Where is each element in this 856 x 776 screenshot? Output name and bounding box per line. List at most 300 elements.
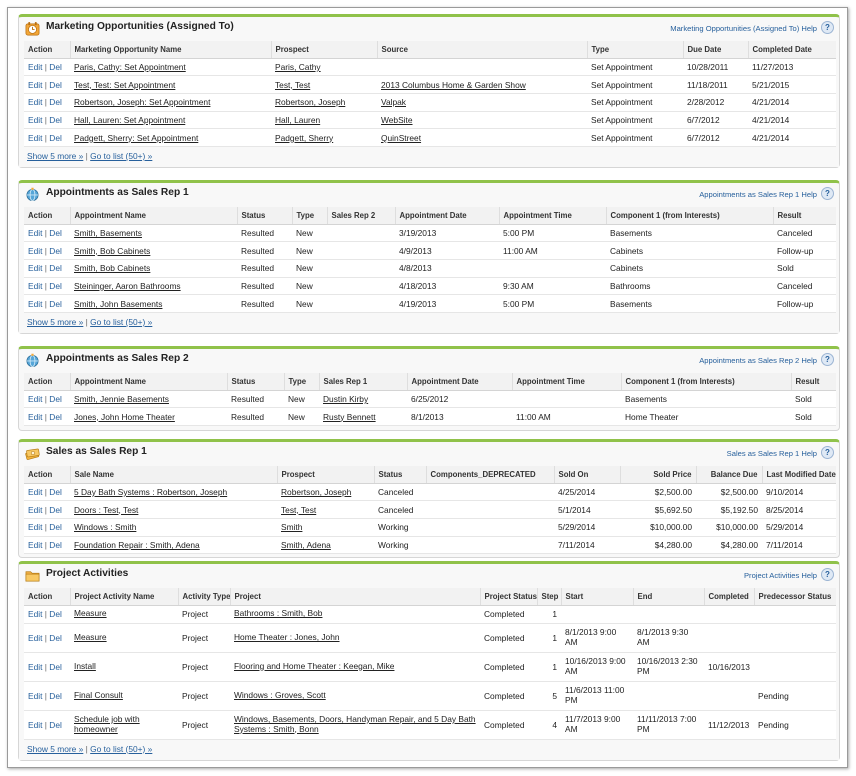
row-actions: Edit | Del xyxy=(24,501,70,519)
status-cell: Working xyxy=(374,518,426,536)
column-header[interactable]: Balance Due xyxy=(696,466,762,483)
edit-link[interactable]: Edit xyxy=(28,632,43,643)
table-row xyxy=(24,76,836,94)
sales-rep-link[interactable]: Dustin Kirby xyxy=(323,393,369,404)
table-row xyxy=(24,483,836,501)
prospect-link[interactable]: Test, Test xyxy=(281,504,317,515)
del-link[interactable]: Del xyxy=(49,486,62,497)
balance-due-cell: $5,192.50 xyxy=(696,501,762,519)
del-link[interactable]: Del xyxy=(49,227,62,238)
activity-link[interactable]: Schedule job with homeowner xyxy=(74,713,140,734)
column-header: Action xyxy=(24,41,70,58)
clock-calendar-icon xyxy=(25,21,40,36)
appointment-link[interactable]: Jones, John Home Theater xyxy=(74,411,175,422)
marketing-opportunities-panel xyxy=(18,14,840,168)
go-to-list-link[interactable]: Go to list (50+) » xyxy=(90,150,153,161)
table-row xyxy=(24,501,836,519)
column-header[interactable]: Appointment Time xyxy=(512,373,621,390)
time-cell: 9:30 AM xyxy=(499,277,606,295)
activity-link[interactable]: Measure xyxy=(74,608,107,619)
row-actions: Edit | Del xyxy=(24,129,70,147)
project-link[interactable]: Bathrooms : Smith, Bob xyxy=(234,608,323,619)
column-header: Action xyxy=(24,373,70,390)
activity-type-cell: Project xyxy=(178,623,230,652)
column-header[interactable]: Source xyxy=(377,41,587,58)
column-header[interactable]: Sold Price xyxy=(620,466,696,483)
activity-type-cell: Project xyxy=(178,652,230,681)
table-row xyxy=(24,242,836,260)
source-link[interactable]: Valpak xyxy=(381,97,406,108)
table-row xyxy=(24,295,836,313)
end-cell xyxy=(633,605,704,623)
help-icon[interactable]: ? xyxy=(821,568,834,581)
panel-header xyxy=(19,349,839,373)
row-actions: Edit | Del xyxy=(24,111,70,129)
row-actions: Edit | Del xyxy=(24,58,70,76)
globe-icon xyxy=(25,353,40,368)
time-cell: 11:00 AM xyxy=(499,242,606,260)
type-cell: Set Appointment xyxy=(587,76,683,94)
help-icon[interactable]: ? xyxy=(821,446,834,459)
table-row xyxy=(24,710,836,739)
help-link[interactable]: Appointments as Sales Rep 2 Help xyxy=(699,356,817,365)
type-cell: New xyxy=(292,259,327,277)
step-cell: 1 xyxy=(537,652,561,681)
activity-type-cell: Project xyxy=(178,605,230,623)
column-header[interactable]: Status xyxy=(374,466,426,483)
column-header[interactable]: Type xyxy=(587,41,683,58)
panel-footer: Show 5 more » | Go to list (50+) » xyxy=(19,313,839,333)
component-cell: Basements xyxy=(621,390,791,408)
sales-rep-link[interactable]: Rusty Bennett xyxy=(323,411,376,422)
last-modified-cell: 9/10/2014 xyxy=(762,483,836,501)
type-cell: Set Appointment xyxy=(587,111,683,129)
sold-price-cell: $5,692.50 xyxy=(620,501,696,519)
edit-link[interactable]: Edit xyxy=(28,132,43,143)
type-cell: New xyxy=(284,408,319,426)
status-cell: Resulted xyxy=(237,295,292,313)
due-date-cell: 10/28/2011 xyxy=(683,58,748,76)
column-header[interactable]: Appointment Date xyxy=(395,207,499,224)
marketing-table xyxy=(24,41,836,147)
prospect-link[interactable]: Paris, Cathy xyxy=(275,61,321,72)
component-cell: Bathrooms xyxy=(606,277,773,295)
time-cell xyxy=(512,390,621,408)
component-cell: Home Theater xyxy=(621,408,791,426)
column-header[interactable]: Appointment Date xyxy=(407,373,512,390)
edit-link[interactable]: Edit xyxy=(28,609,43,619)
column-header: Action xyxy=(24,207,70,224)
edit-link[interactable]: Edit xyxy=(28,245,43,256)
del-link[interactable]: Del xyxy=(49,245,62,256)
end-cell xyxy=(633,681,704,710)
row-actions: Edit | Del xyxy=(24,277,70,295)
last-modified-cell: 8/25/2014 xyxy=(762,501,836,519)
component-cell: Cabinets xyxy=(606,242,773,260)
edit-link[interactable]: Edit xyxy=(28,114,43,125)
sale-link[interactable]: Windows : Smith xyxy=(74,522,137,533)
panel-title: Project Activities xyxy=(46,568,129,579)
column-header[interactable]: Last Modified Date xyxy=(762,466,836,483)
del-link[interactable]: Del xyxy=(49,61,62,72)
edit-link[interactable]: Edit xyxy=(28,393,43,404)
sold-price-cell: $2,500.00 xyxy=(620,483,696,501)
panel-header xyxy=(19,564,839,588)
activity-link[interactable]: Final Consult xyxy=(74,689,123,700)
del-link[interactable]: Del xyxy=(49,411,62,422)
column-header[interactable]: Result xyxy=(773,207,836,224)
column-header[interactable]: Start xyxy=(561,588,633,605)
sold-on-cell: 5/29/2014 xyxy=(554,518,620,536)
edit-link[interactable]: Edit xyxy=(28,97,43,108)
project-status-cell: Completed xyxy=(480,623,537,652)
column-header[interactable]: Sale Name xyxy=(70,466,277,483)
prospect-link[interactable]: Robertson, Joseph xyxy=(275,97,346,108)
sale-link[interactable]: 5 Day Bath Systems : Robertson, Joseph xyxy=(74,486,228,497)
activity-link[interactable]: Measure xyxy=(74,631,107,642)
column-header[interactable]: Marketing Opportunity Name xyxy=(70,41,271,58)
prospect-link[interactable]: Smith, Adena xyxy=(281,539,331,550)
prospect-link[interactable]: Robertson, Joseph xyxy=(281,486,352,497)
help-icon[interactable]: ? xyxy=(821,353,834,366)
predecessor-status-cell: Pending xyxy=(754,710,836,739)
del-link[interactable]: Del xyxy=(49,114,62,125)
del-link[interactable]: Del xyxy=(49,97,62,108)
step-cell: 1 xyxy=(537,605,561,623)
panel-footer: Show 5 more » | Go to list (50+) » xyxy=(19,147,839,167)
del-link[interactable]: Del xyxy=(49,690,62,701)
column-header[interactable]: Status xyxy=(227,373,284,390)
edit-link[interactable]: Edit xyxy=(28,690,43,701)
del-link[interactable]: Del xyxy=(49,609,62,619)
edit-link[interactable]: Edit xyxy=(28,61,43,72)
sales-rep-cell xyxy=(327,242,395,260)
del-link[interactable]: Del xyxy=(49,504,62,515)
source-link[interactable]: 2013 Columbus Home & Garden Show xyxy=(381,79,526,90)
status-cell: Canceled xyxy=(374,483,426,501)
opportunity-link[interactable]: Robertson, Joseph: Set Appointment xyxy=(74,97,211,108)
project-activities-table xyxy=(24,588,836,740)
panel-title: Appointments as Sales Rep 2 xyxy=(46,353,189,364)
opportunity-link[interactable]: Paris, Cathy: Set Appointment xyxy=(74,61,186,72)
date-cell: 4/18/2013 xyxy=(395,277,499,295)
column-header: Action xyxy=(24,466,70,483)
help-icon[interactable]: ? xyxy=(821,187,834,200)
completed-cell xyxy=(704,605,754,623)
project-activities-panel xyxy=(18,561,840,761)
edit-link[interactable]: Edit xyxy=(28,263,43,274)
column-header[interactable]: Status xyxy=(237,207,292,224)
appointment-link[interactable]: Smith, Basements xyxy=(74,227,142,238)
edit-link[interactable]: Edit xyxy=(28,539,43,550)
edit-link[interactable]: Edit xyxy=(28,719,43,730)
predecessor-status-cell xyxy=(754,605,836,623)
type-cell: Set Appointment xyxy=(587,129,683,147)
type-cell: New xyxy=(292,295,327,313)
column-header[interactable]: Components_DEPRECATED xyxy=(426,466,554,483)
result-cell: Sold xyxy=(791,408,836,426)
time-cell: 5:00 PM xyxy=(499,295,606,313)
appointment-link[interactable]: Smith, Bob Cabinets xyxy=(74,245,151,256)
table-row xyxy=(24,93,836,111)
row-actions: Edit | Del xyxy=(24,623,70,652)
balance-due-cell: $4,280.00 xyxy=(696,536,762,554)
status-cell: Resulted xyxy=(237,224,292,242)
column-header[interactable]: Prospect xyxy=(277,466,374,483)
opportunity-link[interactable]: Hall, Lauren: Set Appointment xyxy=(74,114,186,125)
appointment-link[interactable]: Steininger, Aaron Bathrooms xyxy=(74,280,181,291)
edit-link[interactable]: Edit xyxy=(28,661,43,672)
column-header[interactable]: Sold On xyxy=(554,466,620,483)
help-link[interactable]: Project Activities Help xyxy=(743,571,817,580)
time-cell xyxy=(499,259,606,277)
folder-icon xyxy=(25,568,40,583)
component-cell: Basements xyxy=(606,295,773,313)
del-link[interactable]: Del xyxy=(49,719,62,730)
sales-rep-cell xyxy=(327,259,395,277)
help-link[interactable]: Marketing Opportunities (Assigned To) Help xyxy=(670,24,817,33)
components-cell xyxy=(426,483,554,501)
column-header[interactable]: Appointment Name xyxy=(70,373,227,390)
status-cell: Resulted xyxy=(237,242,292,260)
show-more-link[interactable]: Show 5 more » xyxy=(27,316,84,327)
type-cell: New xyxy=(292,224,327,242)
sale-link[interactable]: Doors : Test, Test xyxy=(74,504,139,515)
start-cell: 11/7/2013 9:00 AM xyxy=(561,710,633,739)
table-row xyxy=(24,408,836,426)
column-header[interactable]: Activity Type xyxy=(178,588,230,605)
activity-link[interactable]: Install xyxy=(74,660,96,671)
project-status-cell: Completed xyxy=(480,605,537,623)
table-row xyxy=(24,111,836,129)
column-header[interactable]: End xyxy=(633,588,704,605)
row-actions: Edit | Del xyxy=(24,536,70,554)
column-header[interactable]: Prospect xyxy=(271,41,377,58)
start-cell: 11/6/2013 11:00 PM xyxy=(561,681,633,710)
step-cell: 5 xyxy=(537,681,561,710)
component-cell: Basements xyxy=(606,224,773,242)
appointments-rep2-table xyxy=(24,373,836,426)
show-more-link[interactable]: Show 5 more » xyxy=(27,743,84,754)
help-link[interactable]: Sales as Sales Rep 1 Help xyxy=(726,449,817,458)
table-row xyxy=(24,623,836,652)
opportunity-link[interactable]: Padgett, Sherry: Set Appointment xyxy=(74,132,199,143)
project-status-cell: Completed xyxy=(480,710,537,739)
project-link[interactable]: Windows, Basements, Doors, Handyman Repair, and 5 Day Bath Systems : Smith, Bonn xyxy=(234,713,476,734)
help-link[interactable]: Appointments as Sales Rep 1 Help xyxy=(699,190,817,199)
cash-icon xyxy=(25,446,40,461)
predecessor-status-cell xyxy=(754,652,836,681)
row-actions: Edit | Del xyxy=(24,483,70,501)
panel-footer: Show 5 more » | Go to list (50+) » xyxy=(19,740,839,760)
del-link[interactable]: Del xyxy=(49,539,62,550)
del-link[interactable]: Del xyxy=(49,79,62,90)
type-cell: Set Appointment xyxy=(587,93,683,111)
del-link[interactable]: Del xyxy=(49,132,62,143)
sold-on-cell: 4/25/2014 xyxy=(554,483,620,501)
column-header[interactable]: Project Activity Name xyxy=(70,588,178,605)
project-status-cell: Completed xyxy=(480,652,537,681)
panel-header xyxy=(19,17,839,41)
prospect-link[interactable]: Padgett, Sherry xyxy=(275,132,334,143)
completed-cell: 11/12/2013 xyxy=(704,710,754,739)
source-link[interactable]: QuinStreet xyxy=(381,132,422,143)
status-cell: Resulted xyxy=(237,259,292,277)
project-link[interactable]: Flooring and Home Theater : Keegan, Mike xyxy=(234,660,395,671)
show-more-link[interactable]: Show 5 more » xyxy=(27,150,84,161)
activity-type-cell: Project xyxy=(178,710,230,739)
panel-title: Sales as Sales Rep 1 xyxy=(46,446,147,457)
start-cell: 8/1/2013 9:00 AM xyxy=(561,623,633,652)
column-header[interactable]: Completed xyxy=(704,588,754,605)
sales-rep-cell xyxy=(327,224,395,242)
row-actions: Edit | Del xyxy=(24,652,70,681)
row-actions: Edit | Del xyxy=(24,390,70,408)
del-link[interactable]: Del xyxy=(49,263,62,274)
column-header[interactable]: Component 1 (from Interests) xyxy=(606,207,773,224)
result-cell: Follow-up xyxy=(773,242,836,260)
appointment-link[interactable]: Smith, Jennie Basements xyxy=(74,393,169,404)
end-cell: 8/1/2013 9:30 AM xyxy=(633,623,704,652)
appointments-rep1-panel xyxy=(18,180,840,334)
row-actions: Edit | Del xyxy=(24,295,70,313)
edit-link[interactable]: Edit xyxy=(28,280,43,291)
column-header[interactable]: Component 1 (from Interests) xyxy=(621,373,791,390)
project-link[interactable]: Windows : Groves, Scott xyxy=(234,689,326,700)
due-date-cell: 6/7/2012 xyxy=(683,111,748,129)
type-cell: New xyxy=(284,390,319,408)
edit-link[interactable]: Edit xyxy=(28,486,43,497)
edit-link[interactable]: Edit xyxy=(28,504,43,515)
column-header[interactable]: Result xyxy=(791,373,836,390)
type-cell: New xyxy=(292,277,327,295)
edit-link[interactable]: Edit xyxy=(28,522,43,533)
row-actions: Edit | Del xyxy=(24,76,70,94)
completed-date-cell: 4/21/2014 xyxy=(748,129,836,147)
due-date-cell: 11/18/2011 xyxy=(683,76,748,94)
del-link[interactable]: Del xyxy=(49,661,62,672)
column-header[interactable]: Project xyxy=(230,588,480,605)
table-row xyxy=(24,681,836,710)
globe-icon xyxy=(25,187,40,202)
column-header[interactable]: Appointment Time xyxy=(499,207,606,224)
column-header[interactable]: Predecessor Status xyxy=(754,588,836,605)
completed-date-cell: 4/21/2014 xyxy=(748,111,836,129)
del-link[interactable]: Del xyxy=(49,632,62,643)
components-cell xyxy=(426,536,554,554)
step-cell: 1 xyxy=(537,623,561,652)
opportunity-link[interactable]: Test, Test: Set Appointment xyxy=(74,79,176,90)
help-icon[interactable]: ? xyxy=(821,21,834,34)
panel-header xyxy=(19,442,839,466)
time-cell: 11:00 AM xyxy=(512,408,621,426)
project-link[interactable]: Home Theater : Jones, John xyxy=(234,631,340,642)
del-link[interactable]: Del xyxy=(49,298,62,309)
sold-price-cell: $10,000.00 xyxy=(620,518,696,536)
table-row xyxy=(24,605,836,623)
due-date-cell: 6/7/2012 xyxy=(683,129,748,147)
date-cell: 3/19/2013 xyxy=(395,224,499,242)
status-cell: Canceled xyxy=(374,501,426,519)
table-row xyxy=(24,390,836,408)
del-link[interactable]: Del xyxy=(49,393,62,404)
sold-on-cell: 7/11/2014 xyxy=(554,536,620,554)
sold-on-cell: 5/1/2014 xyxy=(554,501,620,519)
status-cell: Resulted xyxy=(237,277,292,295)
column-header[interactable]: Due Date xyxy=(683,41,748,58)
column-header[interactable]: Appointment Name xyxy=(70,207,237,224)
predecessor-status-cell xyxy=(754,623,836,652)
row-actions: Edit | Del xyxy=(24,518,70,536)
type-cell: New xyxy=(292,242,327,260)
edit-link[interactable]: Edit xyxy=(28,411,43,422)
table-row xyxy=(24,536,836,554)
row-actions: Edit | Del xyxy=(24,224,70,242)
row-actions: Edit | Del xyxy=(24,93,70,111)
row-actions: Edit | Del xyxy=(24,408,70,426)
edit-link[interactable]: Edit xyxy=(28,79,43,90)
table-row xyxy=(24,58,836,76)
result-cell: Canceled xyxy=(773,224,836,242)
go-to-list-link[interactable]: Go to list (50+) » xyxy=(90,316,153,327)
completed-date-cell: 4/21/2014 xyxy=(748,93,836,111)
column-header[interactable]: Step xyxy=(537,588,561,605)
activity-type-cell: Project xyxy=(178,681,230,710)
balance-due-cell: $10,000.00 xyxy=(696,518,762,536)
del-link[interactable]: Del xyxy=(49,280,62,291)
edit-link[interactable]: Edit xyxy=(28,227,43,238)
appointment-link[interactable]: Smith, Bob Cabinets xyxy=(74,263,151,274)
prospect-link[interactable]: Smith xyxy=(281,522,303,533)
column-header[interactable]: Type xyxy=(284,373,319,390)
table-row xyxy=(24,277,836,295)
appointment-link[interactable]: Smith, John Basements xyxy=(74,298,163,309)
row-actions: Edit | Del xyxy=(24,681,70,710)
components-cell xyxy=(426,501,554,519)
date-cell: 4/19/2013 xyxy=(395,295,499,313)
column-header[interactable]: Type xyxy=(292,207,327,224)
end-cell: 11/11/2013 7:00 PM xyxy=(633,710,704,739)
sales-rep-cell xyxy=(327,277,395,295)
component-cell: Cabinets xyxy=(606,259,773,277)
date-cell: 4/8/2013 xyxy=(395,259,499,277)
completed-date-cell: 5/21/2015 xyxy=(748,76,836,94)
date-cell: 6/25/2012 xyxy=(407,390,512,408)
prospect-link[interactable]: Hall, Lauren xyxy=(275,114,321,125)
prospect-link[interactable]: Test, Test xyxy=(275,79,311,90)
predecessor-status-cell: Pending xyxy=(754,681,836,710)
column-header[interactable]: Sales Rep 1 xyxy=(319,373,407,390)
panel-title: Appointments as Sales Rep 1 xyxy=(46,187,189,198)
table-row xyxy=(24,129,836,147)
column-header[interactable]: Sales Rep 2 xyxy=(327,207,395,224)
row-actions: Edit | Del xyxy=(24,242,70,260)
sales-rep1-panel xyxy=(18,439,840,558)
start-cell: 10/16/2013 9:00 AM xyxy=(561,652,633,681)
row-actions: Edit | Del xyxy=(24,710,70,739)
column-header[interactable]: Project Status xyxy=(480,588,537,605)
panel-header xyxy=(19,183,839,207)
del-link[interactable]: Del xyxy=(49,522,62,533)
go-to-list-link[interactable]: Go to list (50+) » xyxy=(90,743,153,754)
sale-link[interactable]: Foundation Repair : Smith, Adena xyxy=(74,539,200,550)
edit-link[interactable]: Edit xyxy=(28,298,43,309)
appointments-rep1-table xyxy=(24,207,836,313)
sales-table xyxy=(24,466,836,554)
column-header[interactable]: Completed Date xyxy=(748,41,836,58)
source-link[interactable]: WebSite xyxy=(381,114,413,125)
completed-date-cell: 11/27/2013 xyxy=(748,58,836,76)
